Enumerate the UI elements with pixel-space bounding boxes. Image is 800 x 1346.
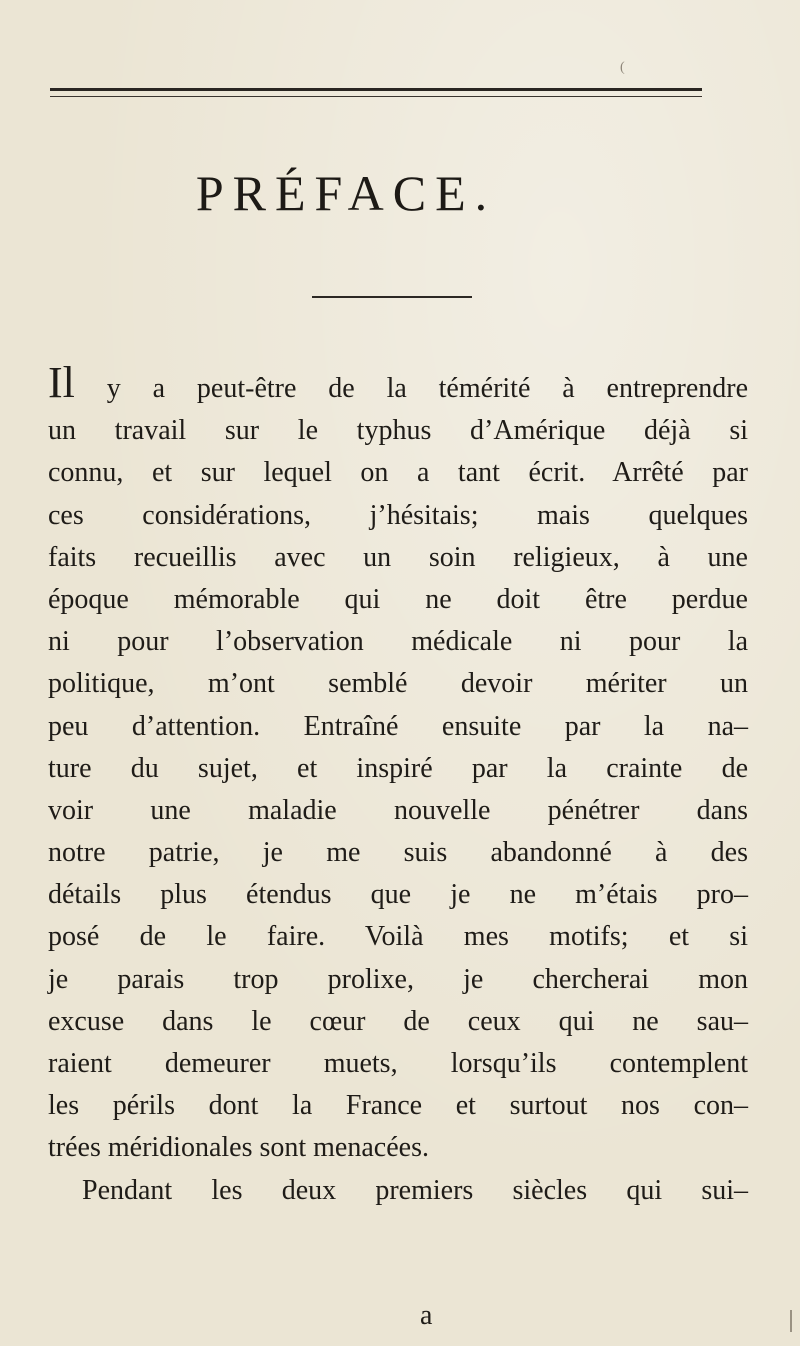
body-text [48, 358, 749, 1212]
body-line: je parais trop prolixe, je chercherai mon [48, 963, 748, 995]
body-line [48, 358, 749, 410]
body-line: un travail sur le typhus d’Amérique déjà si [48, 415, 748, 447]
body-line: trées méridionales sont menacées. [48, 1132, 429, 1164]
body-line: ture du sujet, et inspiré par la crainte de [48, 752, 748, 784]
body-line: époque mémorable qui ne doit être perdue [48, 583, 748, 615]
drop-cap: Il [48, 358, 75, 407]
body-line: posé de le faire. Voilà mes motifs; et si [48, 921, 748, 953]
body-line: voir une maladie nouvelle pénétrer dans [48, 794, 748, 826]
body-line: les périls dont la France et surtout nos con– [48, 1090, 748, 1122]
body-line: connu, et sur lequel on a tant écrit. Arrêté par [48, 457, 748, 489]
body-line: Pendant les deux premiers siècles qui sui– [82, 1174, 748, 1206]
header-rule-thick [50, 88, 702, 91]
body-line: peu d’attention. Entraîné ensuite par la na– [48, 710, 748, 742]
page-edge-mark [790, 1310, 792, 1332]
body-line: détails plus étendus que je ne m’étais pro– [48, 879, 748, 911]
body-line: notre patrie, je me suis abandonné à des [48, 837, 748, 869]
body-line: politique, m’ont semblé devoir mériter un [48, 668, 748, 700]
header-rule-thin [50, 96, 702, 97]
signature-mark: a [420, 1300, 433, 1331]
body-line: ni pour l’observation médicale ni pour la [48, 626, 748, 658]
title-rule [312, 296, 472, 298]
body-line-text: y a peut-être de la témérité à entreprendre [106, 373, 749, 404]
folio-mark: ( [620, 60, 625, 75]
body-line: ces considérations, j’hésitais; mais quelques [48, 499, 748, 531]
page-title [0, 165, 800, 221]
body-line: faits recueillis avec un soin religieux, à une [48, 541, 748, 573]
body-line: raient demeurer muets, lorsqu’ils contemplent [48, 1048, 748, 1079]
body-line: excuse dans le cœur de ceux qui ne sau– [48, 1005, 748, 1037]
page-title-text: PRÉFACE. [195, 165, 497, 221]
